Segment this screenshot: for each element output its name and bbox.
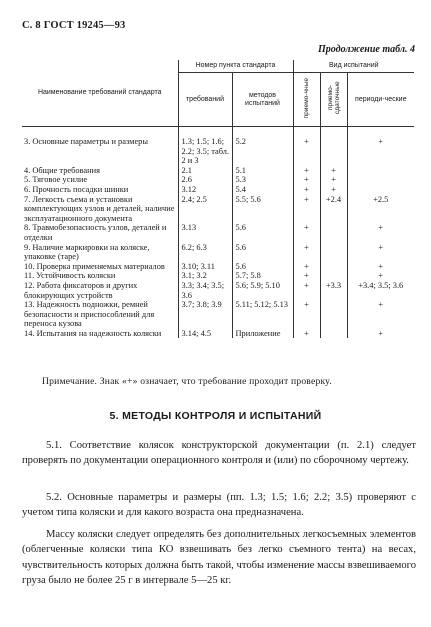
row-name: 10. Проверка применяемых материалов [24,261,165,271]
row-name: 12. Работа фиксаторов и других блокирующих устройств [24,280,138,300]
table-row [22,243,414,262]
row-methods: Приложение [232,329,293,339]
row-name: 8. Травмобезопасность узлов, деталей и отделки [24,223,167,242]
row-methods: 5.6 [232,262,293,272]
column-header-methods: методов испытаний [232,73,293,127]
table-row [22,300,414,329]
row-qualification [320,300,347,329]
table-row [22,223,414,242]
row-name: 3. Основные параметры и размеры [24,137,148,146]
row-periodic: + [347,329,414,339]
row-acceptance: + [293,281,320,300]
row-methods: 5.5; 5.6 [232,195,293,224]
row-qualification: + [320,166,347,176]
row-qualification [320,271,347,281]
row-name: 6. Прочность посадки шинки [24,184,129,194]
row-requirements: 3.13 [178,223,232,242]
row-periodic: + [347,271,414,281]
row-qualification [320,262,347,272]
row-periodic: + [347,223,414,242]
row-periodic [347,166,414,176]
row-qualification: +2.4 [320,195,347,224]
row-periodic: + [347,262,414,272]
row-requirements: 3.7; 3.8; 3.9 [178,300,232,329]
row-requirements: 2.1 [178,166,232,176]
row-methods: 5.6 [232,243,293,262]
table-row [22,329,414,339]
row-name: 13. Надежность подножки, ремней безопасности и приспособлений для переноса кузова [24,300,155,329]
row-acceptance: + [293,300,320,329]
row-qualification [320,223,347,242]
column-header-qualification: приемо-сдаточные [326,81,341,115]
row-requirements: 3.1; 3.2 [178,271,232,281]
row-qualification: + [320,175,347,185]
row-methods: 5.2 [232,127,293,166]
table-row [22,127,414,166]
table-row [22,175,414,185]
table-body [22,127,414,339]
row-requirements: 3.12 [178,185,232,195]
row-periodic [347,185,414,195]
row-acceptance: + [293,195,320,224]
page-header: С. 8 ГОСТ 19245—93 [22,20,126,31]
row-methods: 5.6 [232,223,293,242]
row-acceptance: + [293,175,320,185]
row-acceptance: + [293,185,320,195]
row-methods: 5.3 [232,175,293,185]
row-requirements: 3.3; 3.4; 3.5; 3.6 [178,281,232,300]
table-row [22,185,414,195]
row-acceptance: + [293,166,320,176]
column-group-tests: Вид испытаний [293,60,414,73]
row-methods: 5.4 [232,185,293,195]
row-periodic: + [347,243,414,262]
row-methods: 5.7; 5.8 [232,271,293,281]
row-requirements: 2.4; 2.5 [178,195,232,224]
row-name: 9. Наличие маркировки на коляске, упаковке (таре) [24,242,150,262]
row-methods: 5.11; 5.12; 5.13 [232,300,293,329]
table-continuation-label: Продолжение табл. 4 [317,44,415,55]
row-requirements: 3.14; 4.5 [178,329,232,339]
row-acceptance: + [293,223,320,242]
row-periodic: + [347,127,414,166]
row-name: 11. Устойчивость коляски [24,271,116,281]
row-requirements: 3.10; 3.11 [178,262,232,272]
row-periodic: +2.5 [347,195,414,224]
column-header-periodic: периоди-ческие [347,73,414,127]
row-name: 7. Легкость съема и установки комплектующих узлов и деталей, наличие эксплуатационного документа [24,194,175,223]
row-qualification [320,127,347,166]
row-periodic: + [347,300,414,329]
row-methods: 5.6; 5.9; 5.10 [232,281,293,300]
paragraph-mass: Массу коляски следует определять без дополнительных легкосъемных элементов (облегченные коляски типа КО взвешивать без легко съемного тента) на весах, чувствительность которых должна быть такой, чтобы изменение массы взвешиваемого груза было не более 25 г в интервале 5—25 кг. [22,529,416,587]
row-requirements: 6.2; 6.3 [178,243,232,262]
column-header-requirements: требований [178,73,232,127]
row-qualification [320,243,347,262]
table-row [22,262,414,272]
row-acceptance: + [293,329,320,339]
row-qualification: +3.3 [320,281,347,300]
table-row [22,195,414,224]
table-row [22,166,414,176]
row-name: 5. Тяговое усилие [24,175,88,185]
row-name: 4. Общие требования [24,165,100,175]
row-periodic: +3.4; 3.5; 3.6 [347,281,414,300]
row-periodic [347,175,414,185]
table-row [22,281,414,300]
column-group-standard: Номер пункта стандарта [178,60,293,73]
column-header-name: Наименование требований стандарта [22,60,178,127]
row-requirements: 2.6 [178,175,232,185]
column-header-acceptance: приемо-чные [303,77,311,119]
section-title: 5. МЕТОДЫ КОНТРОЛЯ И ИСПЫТАНИЙ [109,410,322,422]
table-note: Примечание. Знак «+» означает, что требование проходит проверку. [42,376,332,387]
row-acceptance: + [293,127,320,166]
row-requirements: 1.3; 1.5; 1.6; 2.2; 3.5; табл. 2 и 3 [178,127,232,166]
row-qualification: + [320,185,347,195]
requirements-table [22,60,414,338]
paragraph-5-1: 5.1. Соответствие колясок конструкторской документации (п. 2.1) следует проверять по документации операционного контроля и (или) по сборочному чертежу. [22,440,416,467]
row-methods: 5.1 [232,166,293,176]
row-name: 14. Испытания на надежность коляски [24,328,162,338]
paragraph-5-2: 5.2. Основные параметры и размеры (пп. 1.3; 1.5; 1.6; 2.2; 3.5) проверяют с учетом типа коляски и для какого возраста она предназначена. [22,492,416,519]
row-acceptance: + [293,271,320,281]
row-qualification [320,329,347,339]
row-acceptance: + [293,243,320,262]
row-acceptance: + [293,262,320,272]
table-row [22,271,414,281]
